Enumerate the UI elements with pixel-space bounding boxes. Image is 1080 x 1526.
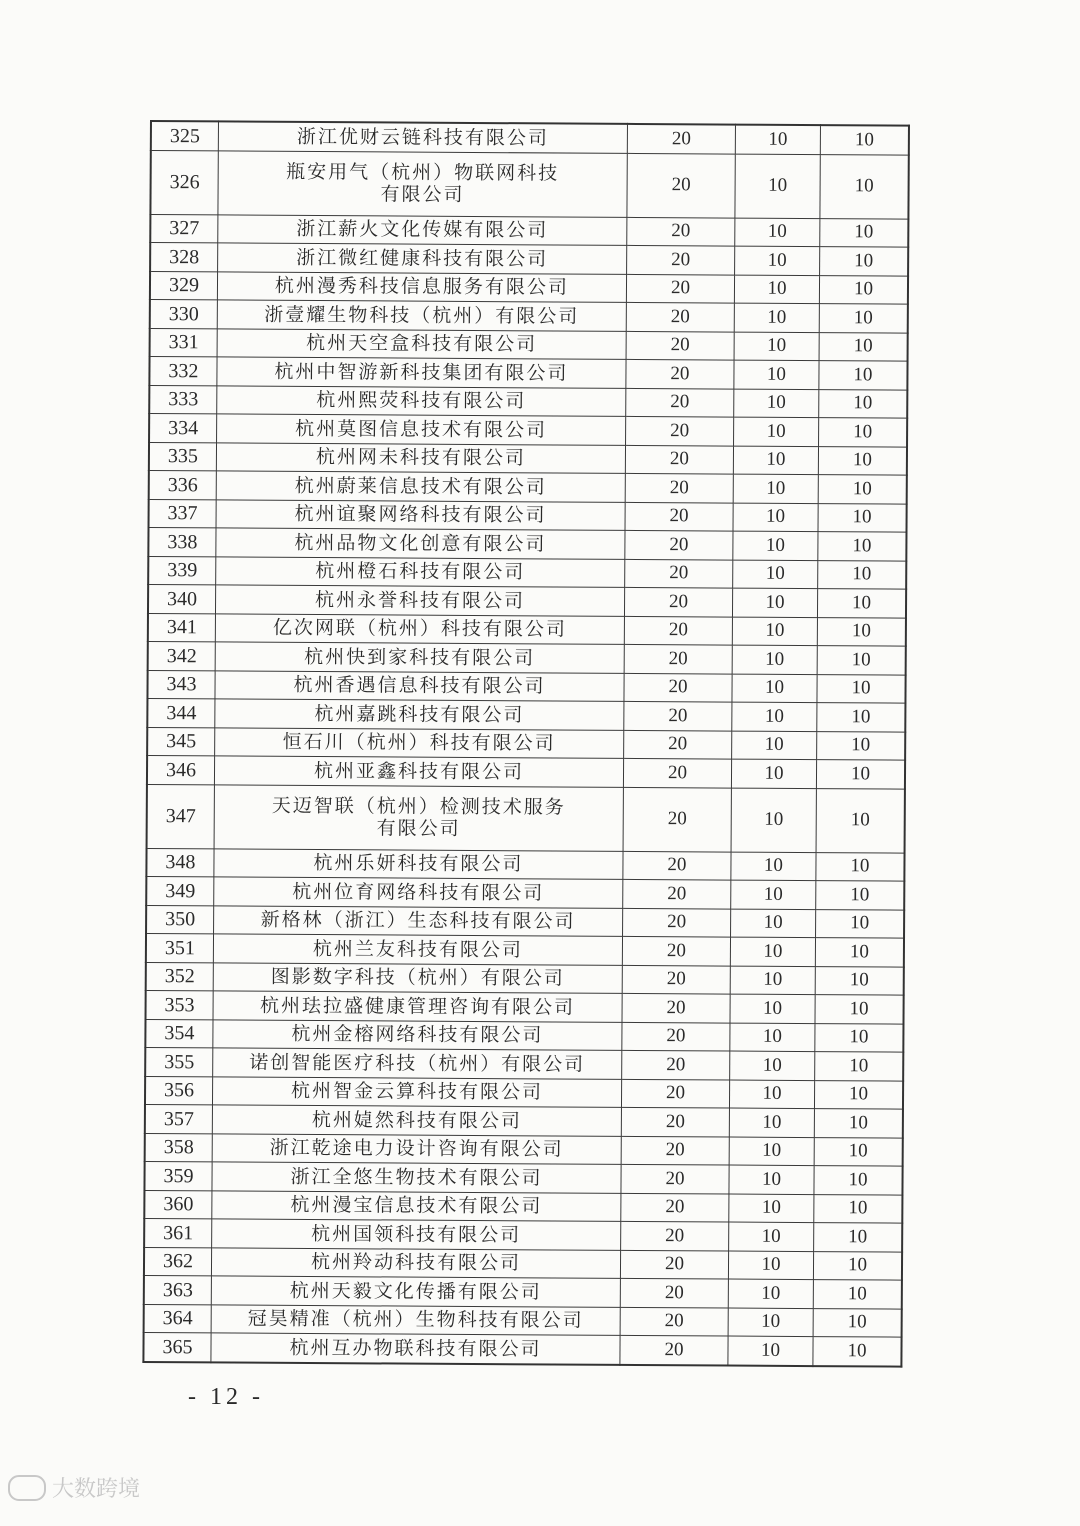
table-row: [150, 300, 908, 333]
company-name: 杭州国领科技有限公司: [212, 1219, 621, 1250]
company-name: 杭州天毅文化传播有限公司: [211, 1276, 620, 1307]
value-1: 20: [620, 1307, 728, 1336]
value-2: 10: [735, 125, 820, 155]
table-row: [150, 328, 908, 361]
company-name: 新格林（浙江）生态科技有限公司: [214, 905, 623, 936]
value-3: 10: [820, 154, 909, 219]
value-1: 20: [623, 908, 731, 937]
row-number: 329: [150, 271, 218, 300]
value-2: 10: [733, 446, 818, 475]
value-2: 10: [728, 1251, 813, 1280]
company-name: 浙江薪火文化传媒有限公司: [218, 214, 627, 245]
table-row: [145, 1076, 903, 1109]
value-2: 10: [733, 531, 818, 560]
table-row: [149, 470, 907, 503]
table-row: [145, 1047, 903, 1080]
watermark-logo-icon: [8, 1475, 46, 1501]
row-number: 351: [146, 933, 214, 962]
value-3: 10: [817, 674, 906, 703]
company-name: 杭州亚鑫科技有限公司: [214, 756, 623, 787]
value-2: 10: [732, 731, 817, 760]
value-3: 10: [816, 760, 905, 789]
table-row: [144, 1190, 902, 1223]
value-2: 10: [732, 702, 817, 731]
table-row: [143, 1332, 901, 1366]
value-2: 10: [734, 332, 819, 361]
table-row: [148, 584, 906, 617]
value-1: 20: [622, 965, 730, 994]
company-table: [142, 120, 910, 1367]
row-number: 347: [147, 784, 215, 848]
value-1: 20: [621, 1107, 729, 1136]
value-1: 20: [620, 1278, 728, 1307]
value-1: 20: [626, 274, 734, 303]
company-name: 杭州莫图信息技术有限公司: [217, 414, 626, 445]
row-number: 357: [145, 1104, 213, 1133]
value-1: 20: [622, 1022, 730, 1051]
value-2: 10: [734, 389, 819, 418]
value-3: 10: [819, 361, 908, 390]
value-1: 20: [620, 1250, 728, 1279]
value-2: 10: [729, 1194, 814, 1223]
value-1: 20: [624, 673, 732, 702]
row-number: 343: [147, 670, 215, 699]
table-row: [147, 670, 905, 703]
value-3: 10: [820, 125, 909, 155]
value-3: 10: [813, 1251, 902, 1280]
page-number: - 12 -: [188, 1384, 264, 1410]
row-number: 365: [143, 1332, 211, 1361]
value-1: 20: [624, 587, 732, 616]
value-3: 10: [819, 275, 908, 304]
value-1: 20: [625, 559, 733, 588]
value-3: 10: [814, 1109, 903, 1138]
value-1: 20: [624, 644, 732, 673]
value-3: 10: [819, 332, 908, 361]
value-1: 20: [621, 1164, 729, 1193]
company-name: 诺创智能医疗科技（杭州）有限公司: [213, 1048, 622, 1079]
value-1: 20: [621, 1079, 729, 1108]
value-3: 10: [818, 503, 907, 532]
row-number: 334: [149, 414, 217, 443]
value-1: 20: [624, 730, 732, 759]
table-row: [144, 1304, 902, 1337]
row-number: 332: [149, 357, 217, 386]
value-2: 10: [733, 474, 818, 503]
value-2: 10: [729, 1137, 814, 1166]
company-name: 杭州橙石科技有限公司: [216, 556, 625, 587]
value-2: 10: [734, 417, 819, 446]
row-number: 325: [151, 121, 219, 150]
value-3: 10: [817, 617, 906, 646]
company-name: 天迈智联（杭州）检测技术服务 有限公司: [214, 784, 623, 850]
value-2: 10: [729, 1080, 814, 1109]
table-row: [149, 385, 907, 418]
row-number: 353: [146, 990, 214, 1019]
value-1: 20: [626, 302, 734, 331]
company-name: 杭州天空盒科技有限公司: [217, 328, 626, 359]
row-number: 328: [150, 243, 218, 272]
table-row: [145, 1104, 903, 1137]
value-2: 10: [734, 360, 819, 389]
value-2: 10: [733, 503, 818, 532]
company-name: 杭州漫秀科技信息服务有限公司: [217, 271, 626, 302]
table-row: [147, 698, 905, 731]
table-row: [146, 848, 904, 881]
row-number: 355: [145, 1047, 213, 1076]
value-2: 10: [731, 852, 816, 881]
value-2: 10: [728, 1279, 813, 1308]
value-1: 20: [625, 502, 733, 531]
company-name: 恒石川（杭州）科技有限公司: [215, 727, 624, 758]
value-2: 10: [734, 303, 819, 332]
table-row: [148, 613, 906, 646]
row-number: 344: [147, 698, 215, 727]
value-3: 10: [813, 1337, 902, 1367]
value-2: 10: [730, 937, 815, 966]
row-number: 361: [144, 1218, 212, 1247]
value-2: 10: [734, 275, 819, 304]
company-name: 杭州品物文化创意有限公司: [216, 528, 625, 559]
value-2: 10: [732, 588, 817, 617]
value-2: 10: [730, 1023, 815, 1052]
value-3: 10: [818, 446, 907, 475]
row-number: 330: [150, 300, 218, 329]
value-2: 10: [735, 218, 820, 247]
value-3: 10: [818, 532, 907, 561]
value-3: 10: [817, 731, 906, 760]
value-2: 10: [735, 154, 820, 219]
table-row: [148, 641, 906, 674]
value-1: 20: [626, 331, 734, 360]
company-name: 杭州金榕网络科技有限公司: [213, 1019, 622, 1050]
company-name: 杭州永誉科技有限公司: [215, 585, 624, 616]
table-row: [150, 150, 908, 219]
value-3: 10: [815, 995, 904, 1024]
table-row: [149, 414, 907, 447]
table-row: [144, 1275, 902, 1308]
company-name: 浙江微红健康科技有限公司: [218, 243, 627, 274]
row-number: 358: [145, 1133, 213, 1162]
value-2: 10: [733, 560, 818, 589]
table-row: [146, 933, 904, 966]
value-2: 10: [729, 1222, 814, 1251]
value-2: 10: [728, 1308, 813, 1337]
value-1: 20: [627, 153, 735, 218]
table-row: [147, 727, 905, 760]
row-number: 354: [145, 1019, 213, 1048]
table-row: [150, 214, 908, 247]
row-number: 337: [149, 499, 217, 528]
company-name: 浙江全悠生物技术有限公司: [212, 1162, 621, 1193]
table-row: [150, 243, 908, 276]
value-3: 10: [815, 1052, 904, 1081]
company-name: 图影数字科技（杭州）有限公司: [213, 962, 622, 993]
company-name: 杭州珐拉盛健康管理咨询有限公司: [213, 991, 622, 1022]
row-number: 342: [148, 641, 216, 670]
value-2: 10: [728, 1336, 813, 1366]
table-row: [146, 905, 904, 938]
value-3: 10: [816, 909, 905, 938]
company-name: 冠昊精准（杭州）生物科技有限公司: [211, 1304, 620, 1335]
value-3: 10: [814, 1194, 903, 1223]
value-3: 10: [818, 475, 907, 504]
table-row: [150, 271, 908, 304]
value-3: 10: [817, 589, 906, 618]
row-number: 331: [150, 328, 218, 357]
value-2: 10: [730, 1051, 815, 1080]
value-3: 10: [819, 304, 908, 333]
row-number: 346: [147, 755, 215, 784]
value-3: 10: [813, 1308, 902, 1337]
table-row: [149, 357, 907, 390]
company-name: 杭州快到家科技有限公司: [215, 642, 624, 673]
row-number: 333: [149, 385, 217, 414]
company-name: 杭州兰友科技有限公司: [213, 934, 622, 965]
value-1: 20: [623, 787, 731, 852]
value-1: 20: [627, 124, 735, 154]
row-number: 348: [146, 848, 214, 877]
value-1: 20: [623, 758, 731, 787]
row-number: 339: [148, 556, 216, 585]
watermark-text: 大数跨境: [52, 1477, 141, 1502]
value-3: 10: [815, 938, 904, 967]
value-3: 10: [820, 247, 909, 276]
watermark: [8, 1472, 140, 1503]
value-3: 10: [817, 703, 906, 732]
company-name: 杭州中智游新科技集团有限公司: [217, 357, 626, 388]
value-1: 20: [620, 1335, 728, 1365]
value-2: 10: [732, 617, 817, 646]
value-1: 20: [624, 701, 732, 730]
table-row: [144, 1161, 902, 1194]
company-name: 杭州香遇信息科技有限公司: [215, 670, 624, 701]
value-1: 20: [625, 530, 733, 559]
value-3: 10: [815, 1023, 904, 1052]
value-3: 10: [814, 1223, 903, 1252]
value-2: 10: [729, 1165, 814, 1194]
company-name: 杭州蔚莱信息技术有限公司: [216, 471, 625, 502]
value-2: 10: [732, 674, 817, 703]
value-2: 10: [731, 788, 816, 853]
table-row: [147, 784, 905, 853]
value-2: 10: [731, 759, 816, 788]
value-1: 20: [625, 445, 733, 474]
value-2: 10: [729, 1108, 814, 1137]
value-2: 10: [731, 909, 816, 938]
table-row: [144, 1218, 902, 1251]
value-1: 20: [621, 1136, 729, 1165]
value-2: 10: [732, 645, 817, 674]
table-row: [151, 121, 909, 155]
company-name: 杭州漫宝信息技术有限公司: [212, 1190, 621, 1221]
value-1: 20: [622, 993, 730, 1022]
value-1: 20: [621, 1193, 729, 1222]
table-row: [149, 499, 907, 532]
value-3: 10: [816, 788, 905, 853]
company-name: 杭州熙荧科技有限公司: [217, 385, 626, 416]
row-number: 362: [144, 1247, 212, 1276]
value-2: 10: [731, 880, 816, 909]
value-1: 20: [627, 245, 735, 274]
value-1: 20: [624, 616, 732, 645]
table-row: [144, 1247, 902, 1280]
value-1: 20: [623, 851, 731, 880]
value-1: 20: [626, 359, 734, 388]
value-2: 10: [735, 246, 820, 275]
value-1: 20: [626, 388, 734, 417]
value-1: 20: [623, 879, 731, 908]
table-row: [145, 1019, 903, 1052]
company-name: 杭州嘉跳科技有限公司: [215, 699, 624, 730]
company-name: 亿次网联（杭州）科技有限公司: [215, 613, 624, 644]
value-3: 10: [814, 1137, 903, 1166]
row-number: 336: [149, 470, 217, 499]
company-name: 浙江优财云链科技有限公司: [218, 121, 627, 152]
row-number: 363: [144, 1275, 212, 1304]
table-row: [147, 755, 905, 788]
row-number: 352: [146, 962, 214, 991]
value-1: 20: [622, 1050, 730, 1079]
row-number: 364: [144, 1304, 212, 1333]
company-name: 浙壹耀生物科技（杭州）有限公司: [217, 300, 626, 331]
row-number: 356: [145, 1076, 213, 1105]
row-number: 349: [146, 876, 214, 905]
company-name: 杭州乐妍科技有限公司: [214, 848, 623, 879]
value-1: 20: [626, 416, 734, 445]
table-row: [146, 990, 904, 1023]
table-row: [149, 442, 907, 475]
company-name: 杭州羚动科技有限公司: [211, 1247, 620, 1278]
row-number: 338: [148, 527, 216, 556]
row-number: 341: [148, 613, 216, 642]
value-3: 10: [813, 1280, 902, 1309]
table-row: [148, 556, 906, 589]
value-3: 10: [815, 966, 904, 995]
value-3: 10: [816, 852, 905, 881]
table-row: [145, 1133, 903, 1166]
row-number: 359: [144, 1161, 212, 1190]
value-1: 20: [622, 936, 730, 965]
row-number: 326: [150, 150, 218, 214]
value-3: 10: [816, 881, 905, 910]
value-3: 10: [814, 1080, 903, 1109]
row-number: 340: [148, 584, 216, 613]
value-3: 10: [819, 389, 908, 418]
company-name: 杭州位育网络科技有限公司: [214, 877, 623, 908]
value-1: 20: [625, 473, 733, 502]
company-name: 浙江乾途电力设计咨询有限公司: [212, 1133, 621, 1164]
value-1: 20: [627, 217, 735, 246]
table-row: [146, 962, 904, 995]
value-3: 10: [818, 560, 907, 589]
value-3: 10: [817, 646, 906, 675]
company-name: 杭州智金云算科技有限公司: [212, 1076, 621, 1107]
table-row: [146, 876, 904, 909]
table-row: [148, 527, 906, 560]
company-name: 杭州谊聚网络科技有限公司: [216, 499, 625, 530]
company-name: 杭州网未科技有限公司: [216, 442, 625, 473]
company-name: 瓶安用气（杭州）物联网科技 有限公司: [218, 150, 627, 216]
company-name: 杭州互办物联科技有限公司: [211, 1333, 620, 1364]
value-1: 20: [621, 1221, 729, 1250]
row-number: 350: [146, 905, 214, 934]
value-2: 10: [730, 994, 815, 1023]
row-number: 360: [144, 1190, 212, 1219]
value-3: 10: [819, 418, 908, 447]
value-3: 10: [820, 218, 909, 247]
row-number: 335: [149, 442, 217, 471]
value-2: 10: [730, 966, 815, 995]
row-number: 327: [150, 214, 218, 243]
row-number: 345: [147, 727, 215, 756]
company-name: 杭州媫然科技有限公司: [212, 1105, 621, 1136]
value-3: 10: [814, 1166, 903, 1195]
